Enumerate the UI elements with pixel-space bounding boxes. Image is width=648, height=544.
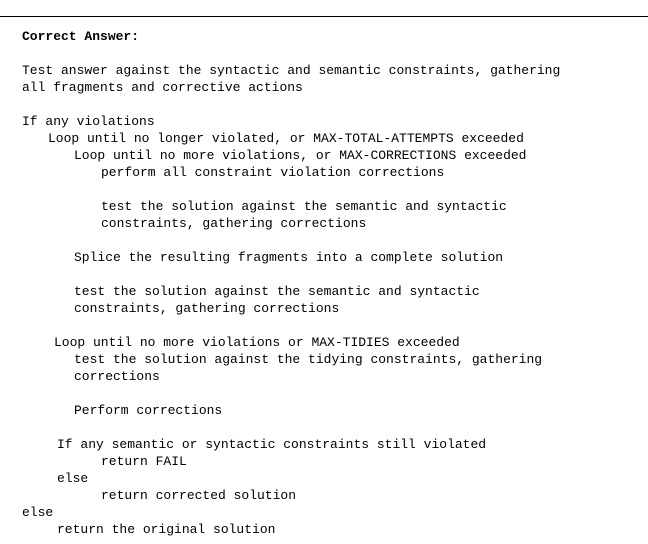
listing-line: Perform corrections xyxy=(74,403,223,418)
listing-line: Splice the resulting fragments into a complete solution xyxy=(74,250,504,265)
listing-line: Loop until no more violations, or MAX-CORRECTIONS exceeded xyxy=(74,148,527,163)
listing-line: Loop until no longer violated, or MAX-TOTAL-ATTEMPTS exceeded xyxy=(48,131,524,146)
listing-line: Test answer against the syntactic and semantic constraints, gathering xyxy=(22,63,561,78)
listing-line: constraints, gathering corrections xyxy=(74,301,340,316)
listing-line: constraints, gathering corrections xyxy=(101,216,367,231)
listing-line: test the solution against the tidying constraints, gathering xyxy=(74,352,543,367)
listing-line: return the original solution xyxy=(57,522,276,537)
listing-line: all fragments and corrective actions xyxy=(22,80,303,95)
listing-line: perform all constraint violation corrections xyxy=(101,165,445,180)
listing-line: test the solution against the semantic and syntactic xyxy=(74,284,480,299)
correct-answer-heading: Correct Answer: xyxy=(22,29,140,44)
listing-line: Loop until no more violations or MAX-TIDIES exceeded xyxy=(54,335,460,350)
listing-line: else xyxy=(22,505,54,520)
listing-line: If any semantic or syntactic constraints still violated xyxy=(57,437,487,452)
listing-line: return FAIL xyxy=(101,454,187,469)
listing-line: return corrected solution xyxy=(101,488,297,503)
listing-line: corrections xyxy=(74,369,160,384)
listing-line: else xyxy=(57,471,89,486)
listing-line: test the solution against the semantic and syntactic xyxy=(101,199,507,214)
listing-line: If any violations xyxy=(22,114,155,129)
